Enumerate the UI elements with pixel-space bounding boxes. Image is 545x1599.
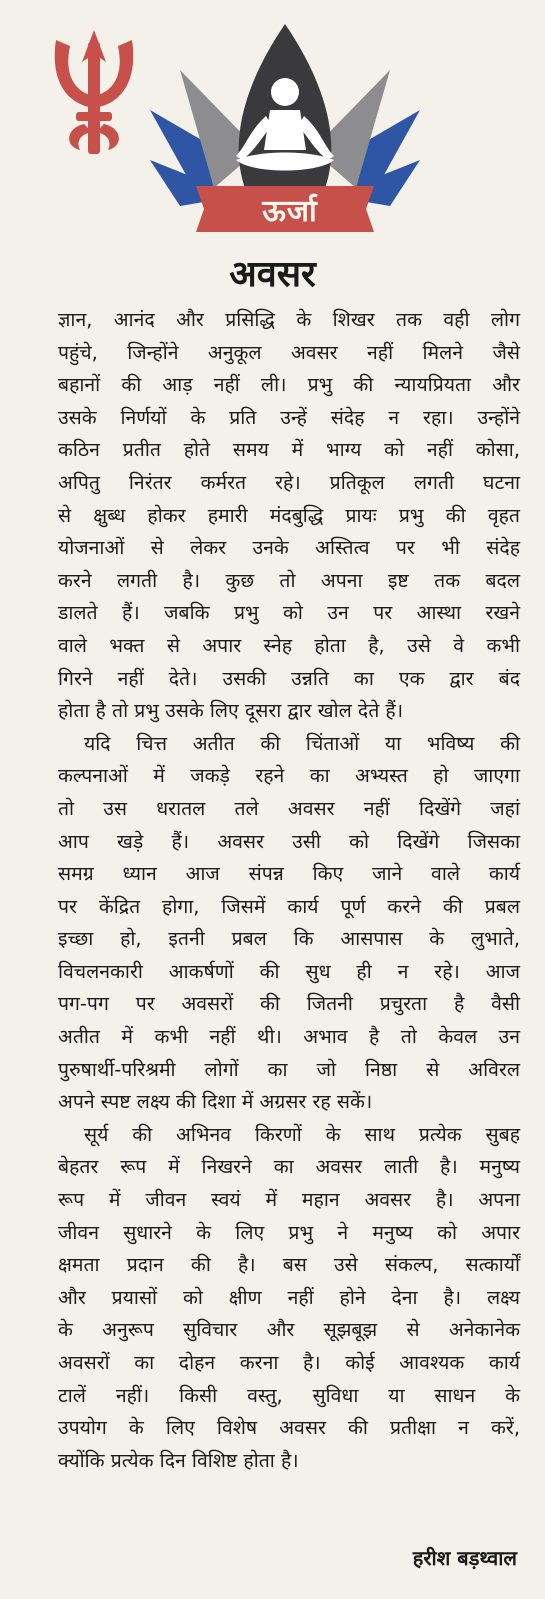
text-line: पहुंचे, जिन्होंने अनुकूल अवसर नहीं मिलने जैसे (58, 340, 520, 364)
text-line: और प्रयासों को क्षीण नहीं होने देना है। लक्ष्य (58, 1285, 520, 1309)
text-line: समग्र ध्यान आज संपन्न किए जाने वाले कार्य (58, 862, 520, 886)
trishul-icon (55, 30, 134, 154)
text-line: ज्ञान, आनंद और प्रसिद्धि के शिखर तक वही लोग (58, 308, 520, 331)
text-line: क्योंकि प्रत्येक दिन विशिष्ट होता है। (58, 1448, 299, 1472)
text-line: बहानों की आड़ नहीं ली। प्रभु की न्यायप्रियता और (58, 373, 520, 397)
text-line: तो उस धरातल तले अवसर नहीं दिखेंगे जहां (58, 796, 520, 820)
header-banner (0, 0, 545, 248)
text-line: वाले भक्त से अपार स्नेह होता है, उसे वे कभी (58, 633, 520, 657)
text-line: गिरने नहीं देते। उसकी उन्नति का एक द्वार बंद (58, 666, 520, 690)
text-line: अवसरों का दोहन करना है। कोई आवश्यक कार्य (58, 1351, 520, 1374)
author-byline: हरीश बड़थ्वाल (412, 1546, 517, 1570)
paragraph-1 (58, 304, 520, 728)
text-line: डालते हैं। जबकि प्रभु को उन पर आस्था रखने (58, 601, 520, 625)
text-line: आप खड़े हैं। अवसर उसी को दिखेंगे जिसका (58, 829, 520, 853)
text-line: रूप में जीवन स्वयं में महान अवसर है। अपना (58, 1188, 520, 1212)
text-line: कठिन प्रतीत होते समय में भाग्य को नहीं कोसा, (58, 438, 520, 462)
text-line: जीवन सुधारने के लिए प्रभु ने मनुष्य को अपार (58, 1220, 520, 1244)
text-line: कल्पनाओं में जकड़े रहने का अभ्यस्त हो जाएगा (58, 764, 520, 788)
text-line: के अनुरूप सुविचार और सूझबूझ से अनेकानेक (58, 1318, 520, 1342)
text-line: पग-पग पर अवसरों की जितनी प्रचुरता है वैसी (58, 992, 520, 1016)
text-line: अपने स्पष्ट लक्ष्य की दिशा में अग्रसर रह सकें। (58, 1090, 373, 1114)
section-label: ऊर्जा (262, 193, 318, 229)
text-line: इच्छा हो, इतनी प्रबल कि आसपास के लुभाते, (58, 927, 520, 951)
text-line: यदि चित्त अतीत की चिंताओं या भविष्य की (84, 731, 520, 755)
text-line: पुरुषार्थी-परिश्रमी लोगों का जो निष्ठा से अविरल (58, 1057, 520, 1081)
text-line: होता है तो प्रभु उसके लिए दूसरा द्वार खोल देते हैं। (58, 699, 404, 723)
text-line: अतीत में कभी नहीं थी। अभाव है तो केवल उन (58, 1025, 520, 1049)
text-line: उसके निर्णयों के प्रति उन्हें संदेह न रहा। उन्होंने (58, 405, 520, 429)
text-line: करने लगती है। कुछ तो अपना इष्ट तक बदल (58, 568, 520, 592)
text-line: बेहतर रूप में निखरने का अवसर लाती है। मनुष्य (58, 1155, 520, 1179)
paragraph-2 (58, 728, 520, 1119)
article-title: अवसर (229, 254, 316, 295)
text-line: योजनाओं से लेकर उनके अस्तित्व पर भी संदेह (58, 536, 520, 560)
text-line: उपयोग के लिए विशेष अवसर की प्रतीक्षा न करें, (58, 1416, 520, 1440)
article-body (58, 304, 520, 1477)
text-line: क्षमता प्रदान की है। बस उसे संकल्प, सत्कार्यों (58, 1253, 520, 1277)
text-line: अपितु निरंतर कर्मरत रहे। प्रतिकूल लगती घटना (58, 470, 520, 494)
text-line: सूर्य की अभिनव किरणों के साथ प्रत्येक सुबह (84, 1122, 520, 1146)
text-line: विचलनकारी आकर्षणों की सुध ही न रहे। आज (58, 959, 520, 983)
paragraph-3 (58, 1119, 520, 1478)
text-line: पर केंद्रित होगा, जिसमें कार्य पूर्ण करने की प्रबल (58, 894, 520, 918)
text-line: से क्षुब्ध होकर हमारी मंदबुद्धि प्रायः प्रभु की वृहत (58, 503, 520, 527)
text-line: टालें नहीं। किसी वस्तु, सुविधा या साधन के (58, 1383, 520, 1407)
